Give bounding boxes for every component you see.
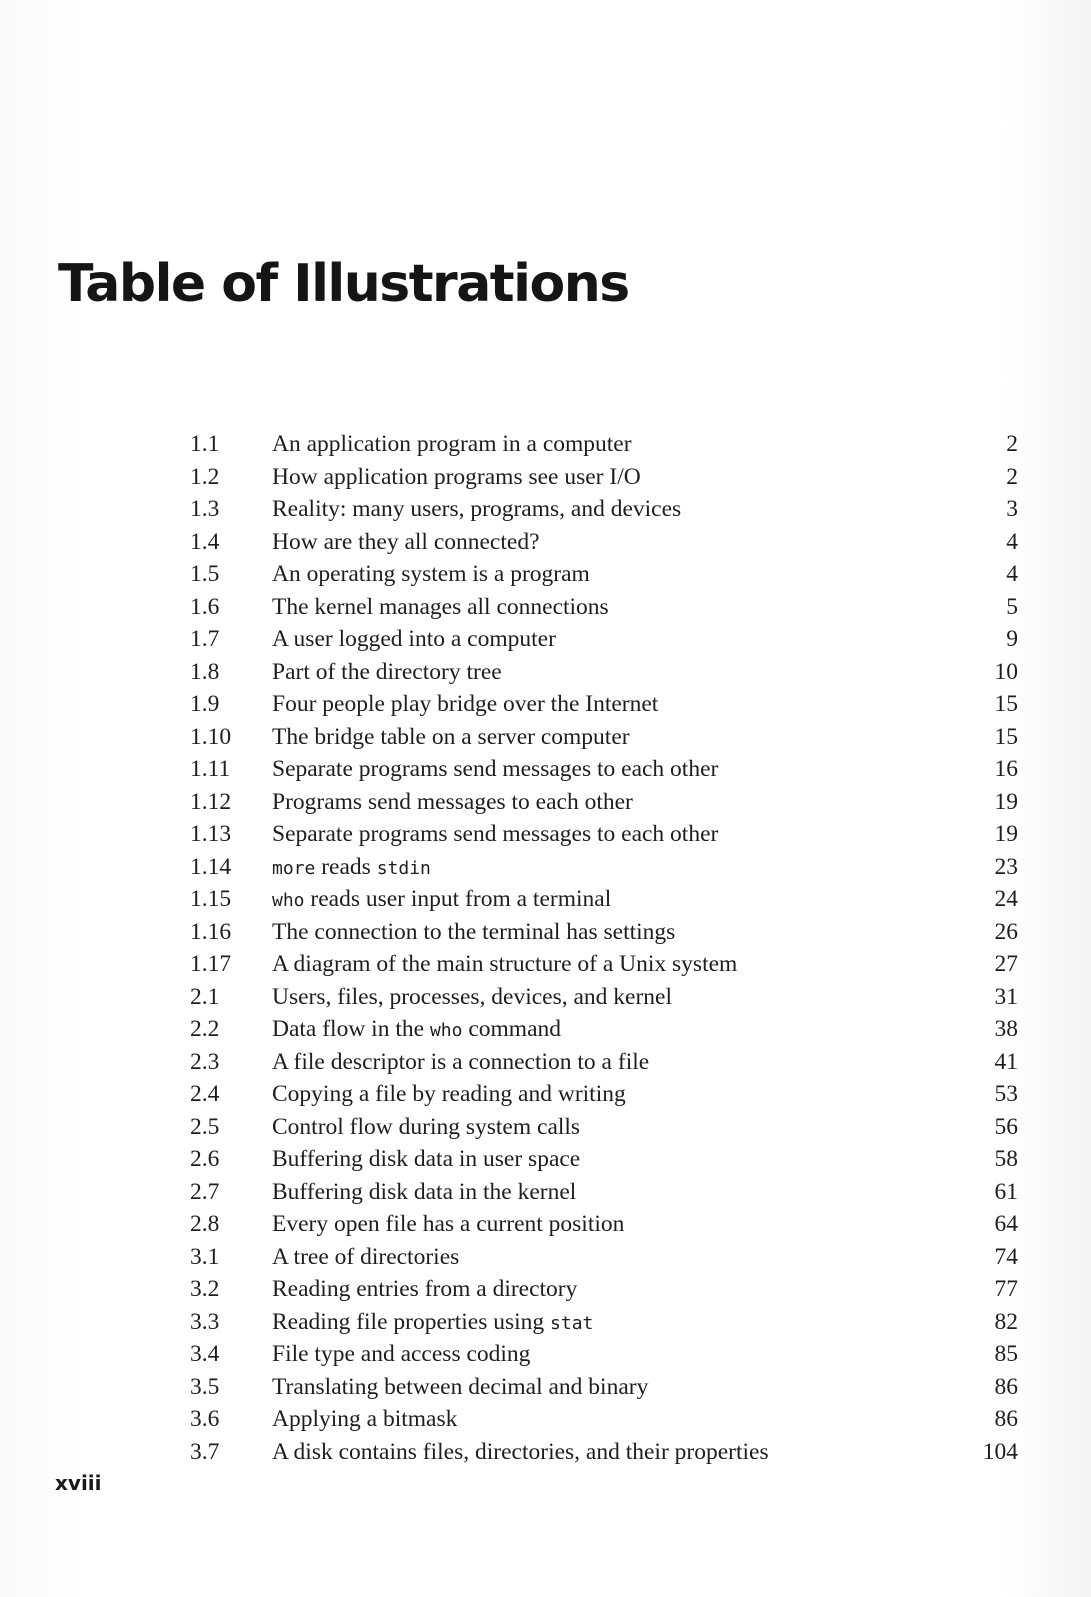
figure-number: 1.1 [190,431,220,457]
figure-number: 2.3 [190,1048,220,1075]
figure-caption [272,526,540,559]
figure-number: 2.8 [190,1211,220,1237]
page-number: 58 [994,1146,1018,1172]
figure-caption [272,1241,459,1274]
illustration-entry [190,461,1030,494]
caption-text: Every open file has a current position [272,1211,625,1237]
caption-text: A diagram of the main structure of a Unix system [272,951,738,977]
illustration-entry [190,1436,1030,1469]
page-number: 64 [994,1211,1018,1237]
illustration-entry [190,428,1030,461]
illustration-entry [190,1241,1030,1274]
illustration-entry [190,753,1030,786]
caption-text: How are they all connected? [272,528,540,555]
illustration-entry [190,1111,1030,1144]
page-number: 77 [994,1276,1018,1302]
caption-text: The connection to the terminal has settings [272,918,676,945]
caption-text: Reality: many users, programs, and devices [272,496,682,522]
page-number: 5 [1006,593,1018,620]
command-name: who [272,890,305,911]
caption-text: Users, files, processes, devices, and kernel [272,983,673,1010]
command-name: who [429,1020,463,1041]
illustration-entry [190,883,1030,916]
figure-number: 1.10 [190,723,232,750]
caption-text: Buffering disk data in the kernel [272,1178,577,1205]
figure-caption [272,786,633,819]
figure-number: 1.8 [190,658,220,685]
figure-caption [272,1111,580,1144]
figure-caption [272,591,609,624]
caption-text: Applying a bitmask [272,1406,458,1432]
caption-text: Separate programs send messages to each other [272,821,719,847]
caption-text: Buffering disk data in user space [272,1146,581,1172]
figure-caption [272,1306,593,1341]
page-number: 56 [994,1113,1018,1140]
figure-caption [272,1273,577,1306]
figure-number: 1.17 [190,951,232,977]
illustration-entry [190,656,1030,689]
figure-number: 2.7 [190,1178,220,1205]
figure-number: 1.16 [190,918,232,945]
figure-number: 1.7 [190,626,220,652]
figure-number: 2.2 [190,1016,220,1042]
figure-number: 1.5 [190,561,220,587]
figure-number: 3.4 [190,1341,220,1367]
figure-number: 1.3 [190,496,220,522]
caption-text: Four people play bridge over the Internet [272,691,659,717]
page-number: 4 [1006,528,1018,555]
caption-text: Part of the directory tree [272,658,502,685]
figure-number: 1.15 [190,886,232,912]
figure-number: 3.3 [190,1308,220,1335]
illustration-entry [190,688,1030,721]
page-number: 24 [994,886,1018,912]
caption-text: Translating between decimal and binary [272,1373,649,1400]
figure-number: 2.5 [190,1113,220,1140]
figure-number: 3.5 [190,1373,220,1400]
command-name: stat [550,1312,594,1334]
illustration-entry [190,721,1030,754]
caption-text: Programs send messages to each other [272,788,633,815]
command-name: more [272,857,316,879]
illustration-entry [190,786,1030,819]
caption-text: An operating system is a program [272,561,590,587]
figure-caption [272,1078,626,1111]
illustration-entry [190,493,1030,526]
illustration-entry [190,948,1030,981]
page-number: 3 [1006,496,1018,522]
caption-text: A disk contains files, directories, and their properties [272,1438,769,1465]
illustration-entry [190,558,1030,591]
caption-text: command [462,1016,561,1042]
page-number: 23 [994,853,1018,880]
page-number: 15 [994,723,1018,750]
illustration-entry [190,1208,1030,1241]
page-number: 19 [994,788,1018,815]
page-number: 86 [994,1406,1018,1432]
figure-number: 2.6 [190,1146,220,1172]
page-number: 61 [994,1178,1018,1205]
caption-text: The kernel manages all connections [272,593,609,620]
caption-text: A tree of directories [272,1243,460,1270]
page-number: 38 [994,1016,1018,1042]
illustration-entry [190,1371,1030,1404]
caption-text: An application program in a computer [272,431,632,457]
figure-caption [272,656,502,689]
figure-number: 2.4 [190,1081,220,1107]
figure-number: 3.6 [190,1406,220,1432]
figure-number: 1.4 [190,528,220,555]
figure-caption [272,851,431,886]
illustration-entry [190,1273,1030,1306]
figure-caption [272,461,641,494]
caption-text: File type and access coding [272,1341,531,1367]
page-number: 2 [1006,431,1018,457]
figure-caption [272,493,681,526]
page-number: 26 [994,918,1018,945]
figure-caption [272,428,632,461]
figure-caption [272,818,718,851]
caption-text: Separate programs send messages to each other [272,756,719,782]
illustration-entry [190,1013,1030,1046]
caption-text: reads [315,853,377,880]
caption-text: reads user input from a terminal [304,886,612,912]
figure-number: 3.2 [190,1276,220,1302]
figure-caption [272,916,675,949]
illustration-entry [190,1338,1030,1371]
figure-number: 1.6 [190,593,220,620]
page-number: 53 [994,1081,1018,1107]
figure-number: 2.1 [190,983,220,1010]
caption-text: Data flow in the [272,1016,430,1042]
figure-number: 1.13 [190,821,232,847]
figure-caption [272,1338,530,1371]
figure-number: 1.2 [190,463,220,490]
illustration-entry [190,1176,1030,1209]
figure-caption [272,948,737,981]
figure-number: 1.9 [190,691,220,717]
illustration-entry [190,526,1030,559]
caption-text: A file descriptor is a connection to a file [272,1048,650,1075]
figure-caption [272,721,630,754]
page-number: 27 [994,951,1018,977]
figure-caption [272,1371,648,1404]
page-number: 31 [994,983,1018,1010]
page-number: 41 [994,1048,1018,1075]
illustration-entry [190,981,1030,1014]
figure-caption [272,1176,576,1209]
figure-caption [272,1046,649,1079]
caption-text: Reading file properties using [272,1308,551,1335]
figure-number: 1.12 [190,788,232,815]
caption-text: How application programs see user I/O [272,463,641,490]
illustration-entry [190,818,1030,851]
figure-caption [272,1436,769,1469]
figure-caption [272,688,658,721]
figure-number: 3.1 [190,1243,220,1270]
illustration-entry [190,851,1030,884]
caption-text: Control flow during system calls [272,1113,581,1140]
figure-caption [272,981,672,1014]
illustration-entry [190,1078,1030,1111]
figure-caption [272,1013,561,1048]
figure-caption [272,1143,580,1176]
caption-text: Reading entries from a directory [272,1276,578,1302]
illustration-entry [190,1403,1030,1436]
page-number: 16 [994,756,1018,782]
page-number: 85 [994,1341,1018,1367]
page-number: 10 [994,658,1018,685]
figure-caption [272,883,611,918]
illustrations-list [190,428,1030,1468]
figure-caption [272,753,718,786]
figure-number: 1.11 [190,756,231,782]
figure-caption [272,558,590,591]
figure-number: 1.14 [190,853,232,880]
figure-number: 3.7 [190,1438,220,1465]
page-number: 82 [994,1308,1018,1335]
illustration-entry [190,916,1030,949]
illustration-entry [190,623,1030,656]
caption-text: The bridge table on a server computer [272,723,630,750]
command-name: stdin [376,857,431,879]
page-number: 9 [1006,626,1018,652]
page-folio: xviii [55,1471,102,1495]
illustration-entry [190,1306,1030,1339]
illustration-entry [190,1046,1030,1079]
figure-caption [272,623,556,656]
caption-text: A user logged into a computer [272,626,556,652]
figure-caption [272,1403,457,1436]
page-title: Table of Illustrations [58,254,629,314]
page-number: 104 [982,1438,1018,1465]
page-number: 19 [994,821,1018,847]
figure-caption [272,1208,624,1241]
page-number: 86 [994,1373,1018,1400]
page-number: 74 [994,1243,1018,1270]
page-number: 4 [1006,561,1018,587]
illustration-entry [190,1143,1030,1176]
caption-text: Copying a file by reading and writing [272,1081,626,1107]
page-number: 2 [1006,463,1018,490]
illustration-entry [190,591,1030,624]
page-number: 15 [994,691,1018,717]
